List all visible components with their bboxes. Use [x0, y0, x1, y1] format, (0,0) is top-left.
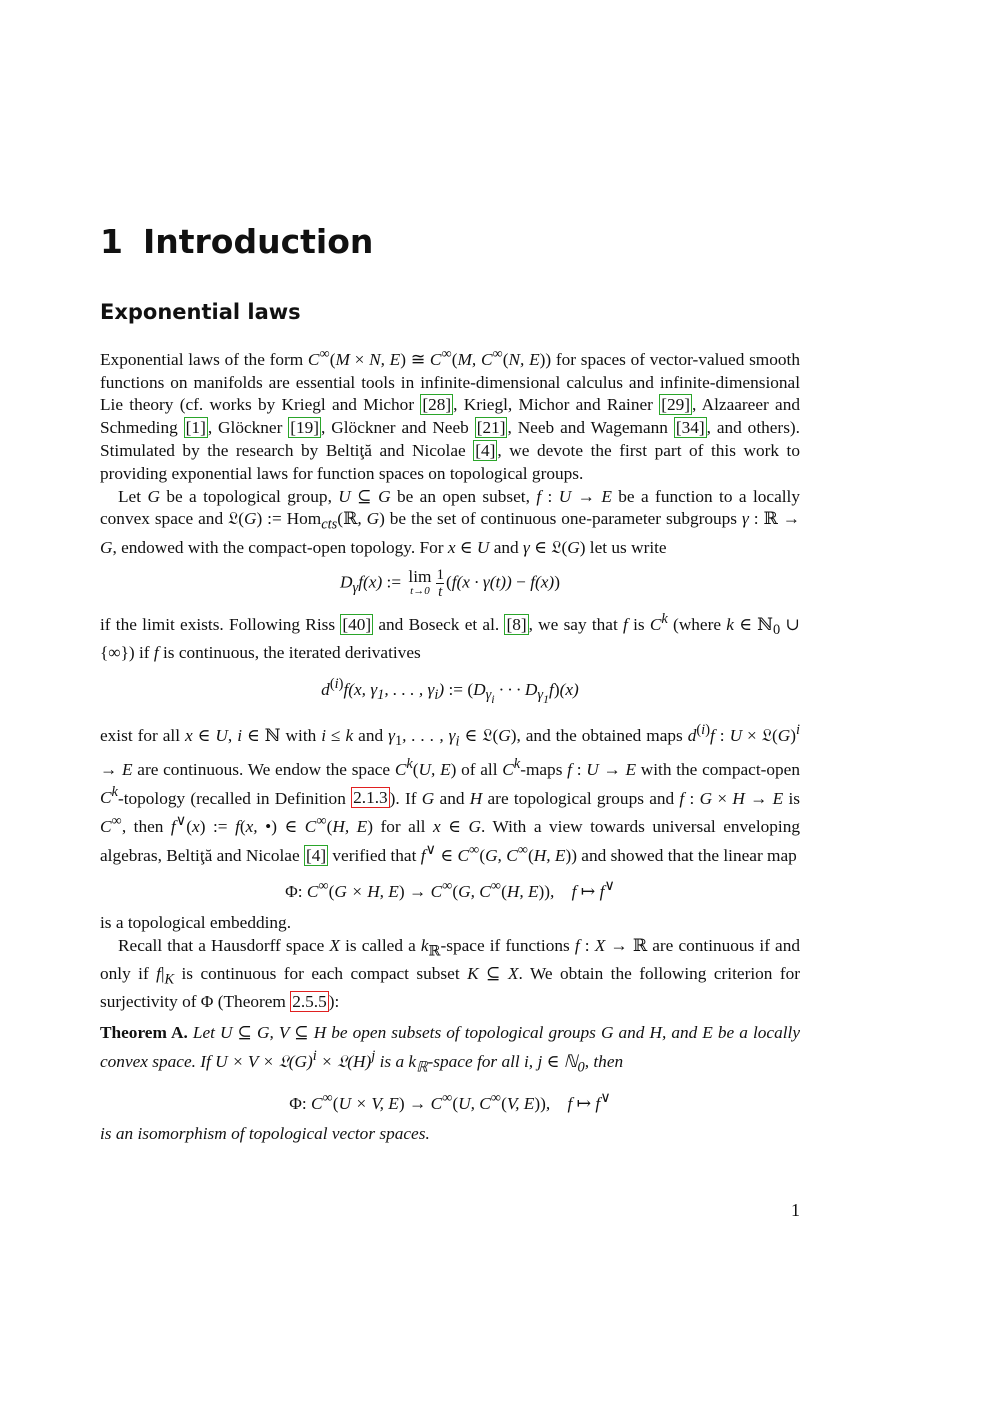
chapter-title: Introduction [142, 222, 374, 261]
citation-link[interactable]: [40] [342, 615, 372, 635]
cross-reference-link[interactable]: 2.1.3 [353, 788, 388, 808]
section-heading: Exponential laws [100, 300, 301, 324]
equation-iterated-derivative: $d^{(i)}f(x$, $\gamma_1$, . . . , $\gamma_i$) := ($D_{\gamma_i}$ · · · $D_{\gamma_1}f)(x)$ [321, 676, 579, 707]
theorem-statement: Theorem A. Let U ⊆ G, V ⊆ H be open subsets of topological groups G and H, and E be a locally convex space. If $U \times V \times 𝔏(G)^i$ × $𝔏(H)^j$ is a $k_ℝ$-space for all i, j ∈ ℕ$_0$, then [100, 1023, 800, 1076]
equation-phi-embedding: Φ: C∞(G × H, E) → C∞(G, C∞(H, E)), f ↦ f∨ [285, 878, 615, 902]
chapter-number: 1 [100, 222, 123, 261]
citation-link[interactable]: [8] [506, 615, 527, 635]
paragraph-6: Recall that a Hausdorff space X is called a $k_ℝ$-space if functions f : X → ℝ are continuous if and only if $f|_K$ is continuous for each compact subset K ⊆ X. We obtain the following criterion for surjectivity of Φ (Theorem 2.5.5 ): [100, 935, 801, 1012]
theorem-conclusion: is an isomorphism of topological vector spaces. [100, 1124, 430, 1144]
theorem-a [100, 1022, 800, 1146]
paragraph-4: exist for all x ∈ U, i ∈ ℕ with i ≤ k and $\gamma_1$, . . . , $\gamma_i$ ∈ 𝔏(G), and the obtained maps $d^{(i)}f$ : $U \times 𝔏(G)^i \to E$ are continuous. We endow the space $C^k(U$, E) of all $C^k$-maps f : U → E with the compact-open $C^k$-topology (recalled in Definition 2.1.3 ). If G and H are topological groups and f : G × H → E is C∞, then f∨(x) := f(x, •) ∈ C∞(H, E) for all x ∈ G. With a view towards universal enveloping algebras, Beltiţă and Nicolae [4] verified that f∨ ∈ C∞(G, C∞(H, E)) and showed that the linear map [100, 722, 801, 865]
citation-link[interactable]: [28] [422, 395, 452, 415]
citation-link[interactable]: [4] [475, 440, 496, 460]
theorem-label: Theorem A. [100, 1023, 188, 1043]
citation-link[interactable]: [1] [185, 418, 206, 438]
page-number: 1 [791, 1200, 800, 1220]
equation-phi-isomorphism: Φ: C∞(U × V, E) → C∞(U, C∞(V, E)), f ↦ f∨ [289, 1089, 611, 1113]
paragraph-3: if the limit exists. Following Riss [40] and Boseck et al. [8] , we say that f is $C^k$ (where k ∈ ℕ$_0$ ∪ {∞}) if f is continuous, the iterated derivatives [100, 611, 800, 663]
citation-link[interactable]: [29] [661, 395, 690, 415]
paragraph-1: Exponential laws of the form C∞(M × N, E) ≅ C∞(M, C∞(N, E)) for spaces of vector-valued smooth functions on manifolds are essential tools in infinite-dimensional calculus and infinite-dimensional Lie theory (cf. works by Kriegl and Michor [28] , Kriegl, Michor and Rainer [29] , Alzaareer and Schmeding [1] , Glöckner [19] , Glöckner and Neeb [21] , Neeb and Wagemann [34] , and others). Stimulated by the research by Beltiţă and Nicolae [4] , we devote the first part of this work to providing exponential laws for function spaces on topological groups. [100, 346, 801, 483]
body-text [100, 343, 800, 1146]
citation-link[interactable]: [21] [476, 418, 506, 438]
citation-link[interactable]: [4] [305, 845, 327, 865]
paragraph-5: is a topological embedding. [100, 912, 292, 932]
citation-link[interactable]: [19] [290, 418, 320, 438]
paragraph-2: Let G be a topological group, U ⊆ G be an open subset, f : U → E be a function to a locally convex space and 𝔏(G) := Hom$_{cts}$(ℝ, G) be the set of continuous one-parameter subgroups γ : ℝ → G, endowed with the compact-open topology. For x ∈ U and γ ∈ 𝔏(G) let us write [100, 486, 800, 557]
equation-derivative: $D_\gamma f(x)$ := lim t→0 $\frac{1}{t}$ (f(x · γ(t)) − f(x)) [340, 566, 560, 601]
cross-reference-link[interactable]: 2.5.5 [292, 992, 327, 1012]
citation-link[interactable]: [34] [675, 418, 705, 438]
chapter-heading [100, 222, 373, 262]
